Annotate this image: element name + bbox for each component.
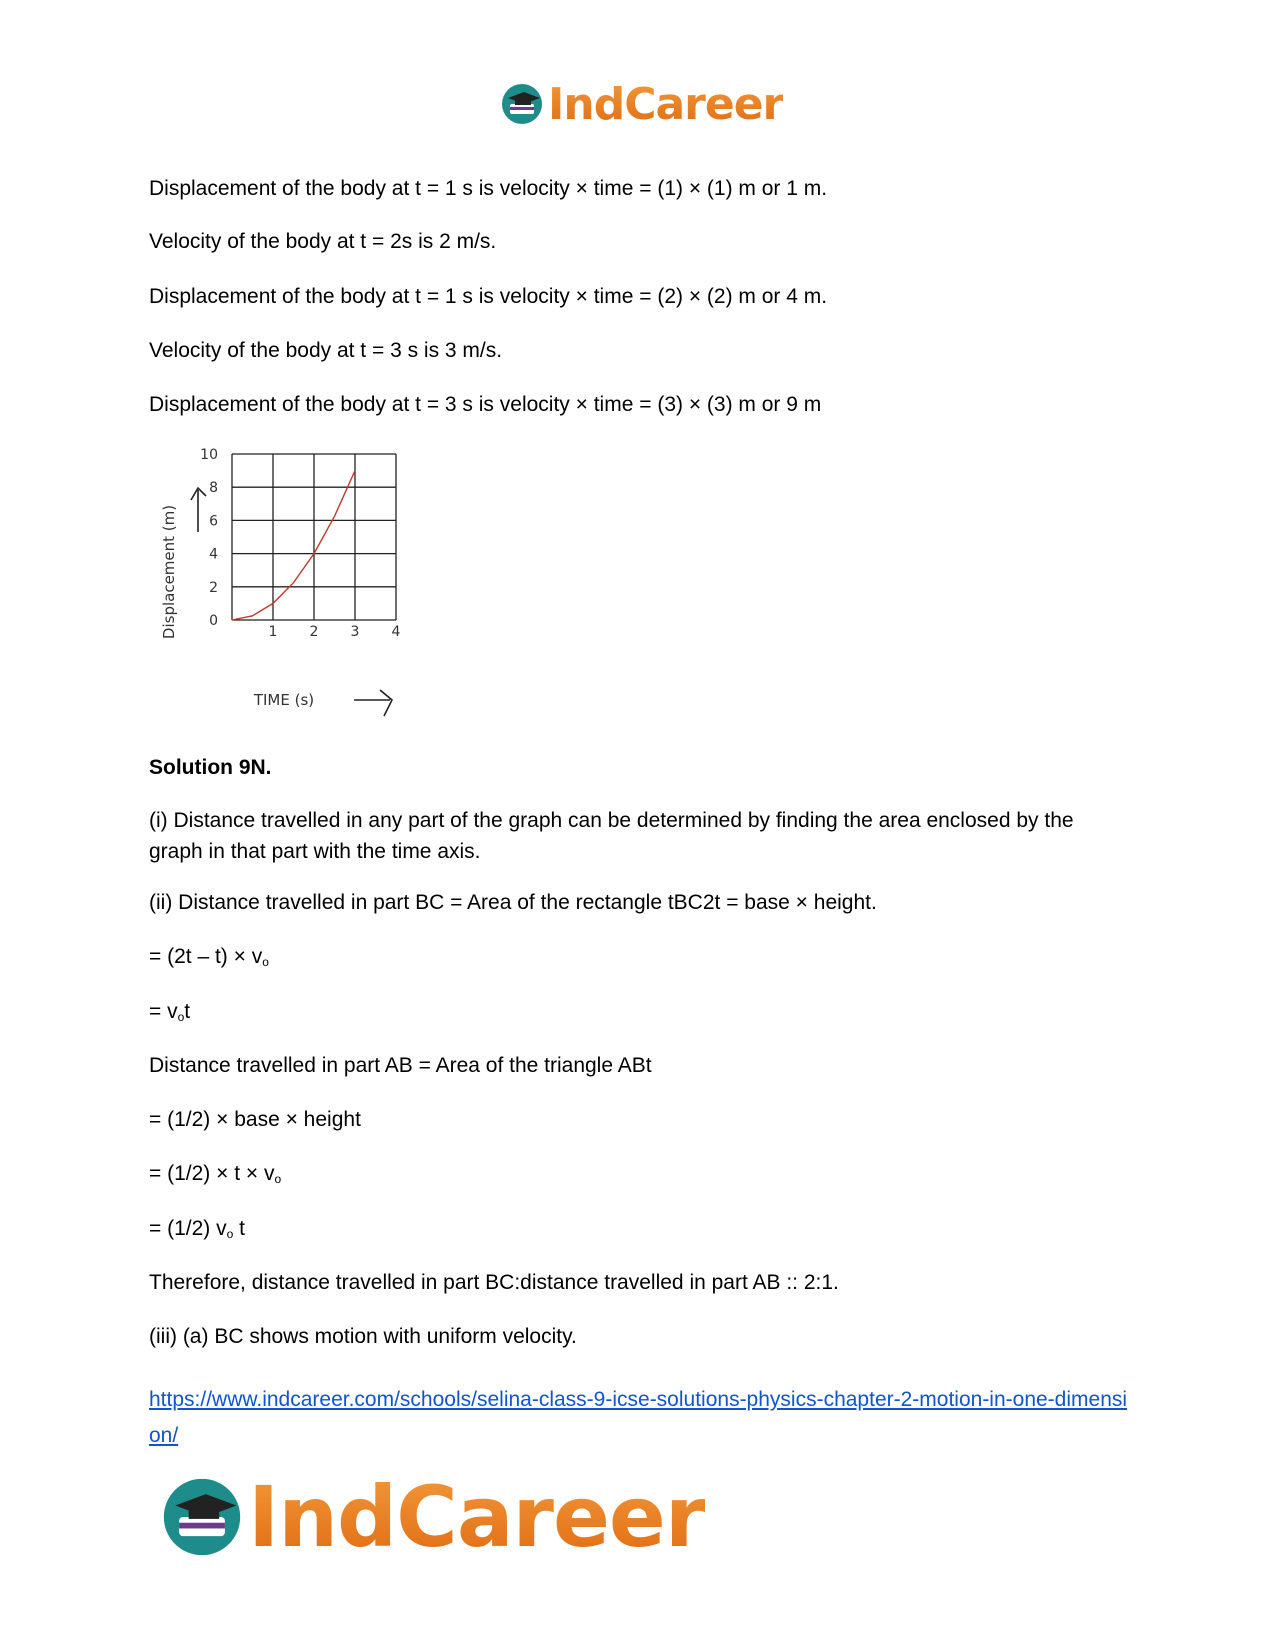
logo-wordmark: IndCareer xyxy=(548,78,784,130)
text-line: Velocity of the body at t = 3 s is 3 m/s. xyxy=(149,339,503,362)
x-tick-label: 1 xyxy=(268,624,278,640)
displacement-time-graph xyxy=(158,447,428,730)
formula-line: = (1/2) × base × height xyxy=(149,1108,361,1131)
y-tick-label: 10 xyxy=(200,447,218,463)
formula-line: = $v_ot$ xyxy=(149,1000,191,1024)
y-tick-label: 6 xyxy=(209,513,218,530)
right-arrow-icon xyxy=(354,690,392,716)
y-tick-label: 0 xyxy=(209,613,218,629)
source-link[interactable]: https://www.indcareer.com/schools/selina-class-9-icse-solutions-physics-chapter-2-motion-in-one-dimension/ xyxy=(149,1388,1128,1447)
text-line: (ii) Distance travelled in part BC = Area of the rectangle tBC2t = base × height. xyxy=(149,891,877,914)
y-tick-label: 8 xyxy=(209,480,218,497)
x-tick-label: 3 xyxy=(350,624,360,640)
grid xyxy=(232,454,396,620)
series-curve xyxy=(232,471,355,620)
formula-line: = $(2t - t) \times v_o$ xyxy=(149,945,269,969)
formula-line: = $(1/2) \times t \times v_o$ xyxy=(149,1162,282,1186)
graduation-book-icon xyxy=(500,82,544,126)
y-tick-label: 4 xyxy=(209,546,218,563)
text-paragraph: (i) Distance travelled in any part of the graph can be determined by finding the area enclosed by the graph in that part with the time axis. xyxy=(149,809,1074,863)
up-arrow-icon xyxy=(191,488,206,532)
logo-wordmark: IndCareer xyxy=(248,1468,706,1566)
graduation-book-icon xyxy=(160,1475,244,1559)
x-tick-label: 2 xyxy=(309,624,319,640)
text-line: Velocity of the body at t = 2s is 2 m/s. xyxy=(149,230,497,253)
text-line: Displacement of the body at t = 3 s is velocity × time = (3) × (3) m or 9 m xyxy=(149,393,822,416)
text-line: Distance travelled in part AB = Area of the triangle ABt xyxy=(149,1054,652,1077)
tick-labels xyxy=(200,447,400,640)
text-line: Displacement of the body at t = 1 s is velocity × time = (1) × (1) m or 1 m. xyxy=(149,177,828,200)
indcareer-logo-top xyxy=(500,76,783,132)
y-axis-label: Displacement (m) xyxy=(160,504,178,640)
text-line: Displacement of the body at t = 1 s is velocity × time = (2) × (2) m or 4 m. xyxy=(149,285,828,308)
x-tick-label: 4 xyxy=(391,624,401,640)
text-line: (iii) (a) BC shows motion with uniform velocity. xyxy=(149,1325,577,1348)
indcareer-logo-bottom xyxy=(160,1470,705,1564)
text-line: Therefore, distance travelled in part BC:distance travelled in part AB :: 2:1. xyxy=(149,1271,839,1294)
y-tick-label: 2 xyxy=(209,579,218,596)
formula-line: = (1/2) $v_o$ t xyxy=(149,1217,245,1241)
solution-heading: Solution 9N. xyxy=(149,756,272,779)
x-axis-label: TIME (s) xyxy=(253,691,315,709)
